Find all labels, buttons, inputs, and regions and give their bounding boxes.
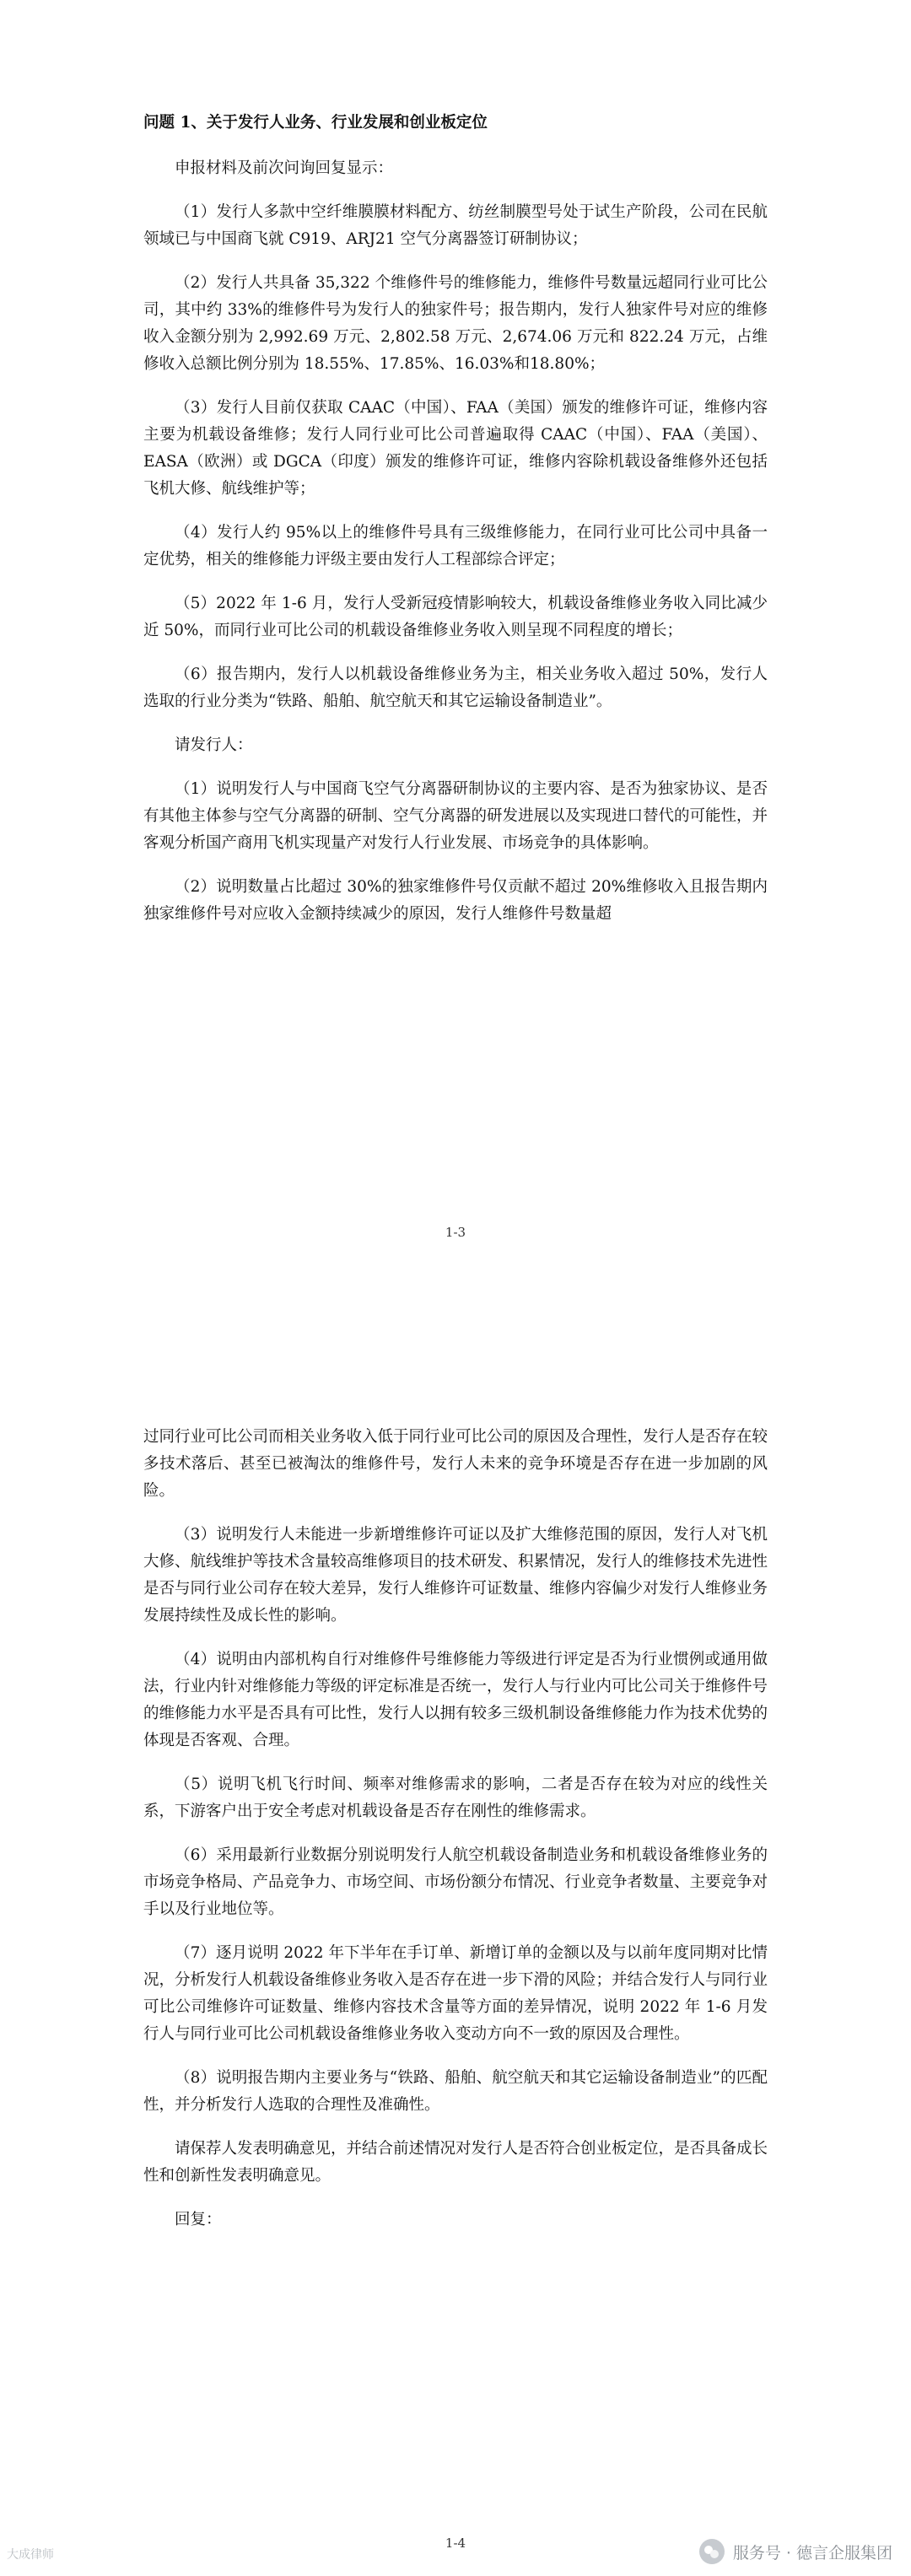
page-number: 1-3 <box>445 1225 466 1240</box>
background-item-2: （2）发行人共具备 35,322 个维修件号的维修能力，维修件号数量远超同行业可比公司，其中约 33%的维修件号为发行人的独家件号；报告期内，发行人独家件号对应的维修收入金额分别为 2,992.69 万元、2,802.58 万元、2,674.06 万元和 822.24 万元，占维修收入总额比例分别为 18.55%、17.85%、16.03%和18.80%； <box>143 274 768 373</box>
page-1-3-content <box>143 110 768 945</box>
intro-paragraph: 申报材料及前次问询回复显示： <box>175 159 394 177</box>
request-paragraph: 请发行人： <box>175 736 253 754</box>
continuation-paragraph: 过同行业可比公司而相关业务收入低于同行业可比公司的原因及合理性，发行人是否存在较多技术落后、甚至已被淘汰的维修件号，发行人未来的竞争环境是否存在进一步加剧的风险。 <box>143 1428 768 1500</box>
question-heading: 问题 1、关于发行人业务、行业发展和创业板定位 <box>143 114 488 132</box>
sponsor-paragraph: 请保荐人发表明确意见，并结合前述情况对发行人是否符合创业板定位，是否具备成长性和创新性发表明确意见。 <box>143 2140 768 2185</box>
background-item-5: （5）2022 年 1-6 月，发行人受新冠疫情影响较大，机载设备维修业务收入同比减少近 50%，而同行业可比公司的机载设备维修业务收入则呈现不同程度的增长； <box>143 595 768 639</box>
page-number: 1-4 <box>445 2536 466 2551</box>
request-item-5: （5）说明飞机飞行时间、频率对维修需求的影响，二者是否存在较为对应的线性关系，下游客户出于安全考虑对机载设备是否存在刚性的维修需求。 <box>143 1776 768 1820</box>
page-1-4-content <box>143 1424 768 2250</box>
reply-label: 回复： <box>175 2211 222 2228</box>
request-item-4: （4）说明由内部机构自行对维修件号维修能力等级进行评定是否为行业惯例或通用做法，行业内针对维修能力等级的评定标准是否统一，发行人与行业内可比公司关于维修件号的维修能力水平是否具有可比性，发行人以拥有较多三级机制设备维修能力作为技术优势的体现是否客观、合理。 <box>143 1651 768 1749</box>
request-item-1: （1）说明发行人与中国商飞空气分离器研制协议的主要内容、是否为独家协议、是否有其他主体参与空气分离器的研制、空气分离器的研发进展以及实现进口替代的可能性，并客观分析国产商用飞机实现量产对发行人行业发展、市场竞争的具体影响。 <box>143 780 768 852</box>
watermark-left: 大成律师 <box>7 2548 54 2562</box>
background-item-4: （4）发行人约 95%以上的维修件号具有三级维修能力，在同行业可比公司中具备一定优势，相关的维修能力评级主要由发行人工程部综合评定； <box>143 524 768 569</box>
request-item-2: （2）说明数量占比超过 30%的独家维修件号仅贡献不超过 20%维修收入且报告期内独家维修件号对应收入金额持续减少的原因，发行人维修件号数量超 <box>143 878 768 923</box>
request-item-8: （8）说明报告期内主要业务与“铁路、船舶、航空航天和其它运输设备制造业”的匹配性，并分析发行人选取的合理性及准确性。 <box>143 2069 768 2114</box>
wechat-icon <box>699 2539 725 2564</box>
watermark-right-text: 服务号 · 德言企服集团 <box>732 2543 892 2563</box>
request-item-6: （6）采用最新行业数据分别说明发行人航空机载设备制造业务和机载设备维修业务的市场竞争格局、产品竞争力、市场空间、市场份额分布情况、行业竞争者数量、主要竞争对手以及行业地位等。 <box>143 1846 768 1918</box>
request-item-3: （3）说明发行人未能进一步新增维修许可证以及扩大维修范围的原因，发行人对飞机大修、航线维护等技术含量较高维修项目的技术研发、积累情况，发行人的维修技术先进性是否与同行业公司存在较大差异，发行人维修许可证数量、维修内容偏少对发行人维修业务发展持续性及成长性的影响。 <box>143 1526 768 1625</box>
background-item-1: （1）发行人多款中空纤维膜膜材料配方、纺丝制膜型号处于试生产阶段，公司在民航领域已与中国商飞就 C919、ARJ21 空气分离器签订研制协议； <box>143 203 768 248</box>
background-item-6: （6）报告期内，发行人以机载设备维修业务为主，相关业务收入超过 50%，发行人选取的行业分类为“铁路、船舶、航空航天和其它运输设备制造业”。 <box>143 666 768 710</box>
request-item-7: （7）逐月说明 2022 年下半年在手订单、新增订单的金额以及与以前年度同期对比情况，分析发行人机载设备维修业务收入是否存在进一步下滑的风险；并结合发行人与同行业可比公司维修许可证数量、维修内容技术含量等方面的差异情况，说明 2022 年 1-6 月发行人与同行业可比公司机载设备维修业务收入变动方向不一致的原因及合理性。 <box>143 1944 768 2043</box>
page-1-4 <box>0 1316 911 2576</box>
watermark-service-account <box>699 2539 892 2564</box>
background-item-3: （3）发行人目前仅获取 CAAC（中国）、FAA（美国）颁发的维修许可证，维修内容主要为机载设备维修；发行人同行业可比公司普遍取得 CAAC（中国）、FAA（美国）、EASA（欧洲）或 DGCA（印度）颁发的维修许可证，维修内容除机载设备维修外还包括飞机大修、航线维护等； <box>143 399 768 498</box>
